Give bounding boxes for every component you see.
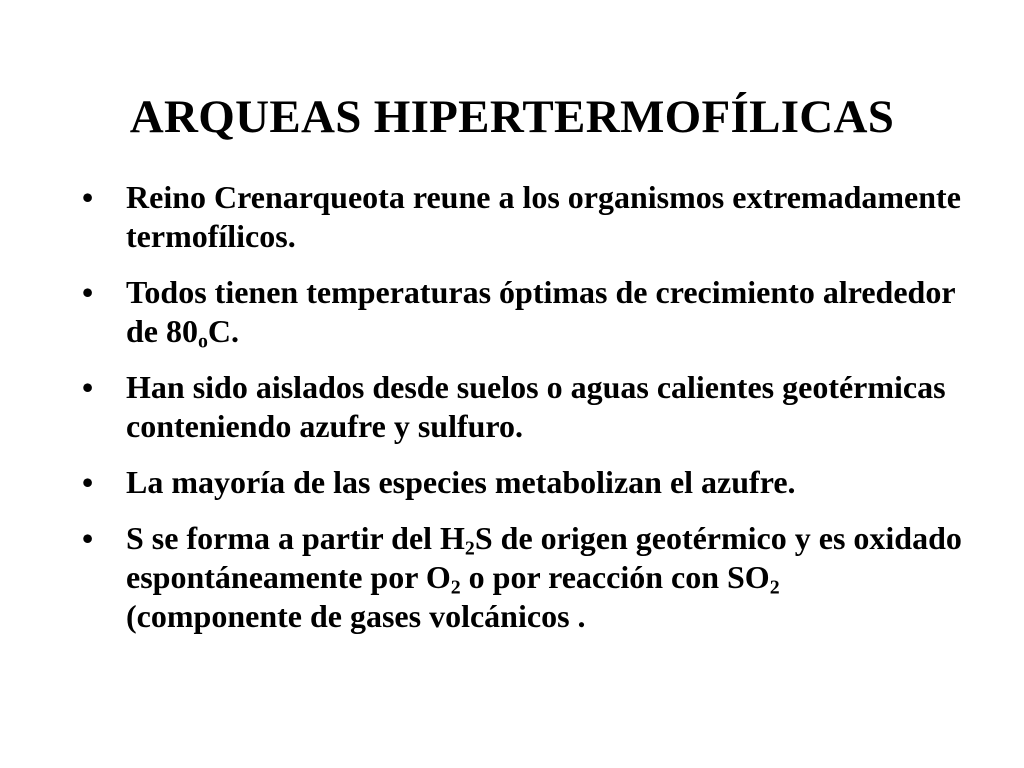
bullet-item — [82, 463, 962, 502]
bullet-marker: • — [82, 179, 94, 215]
bullet-marker: • — [82, 464, 94, 500]
bullet-text-part: S de origen geotérmico y es oxidado espontáneamente por O — [126, 520, 962, 595]
bullet-text-part: (componente de gases volcánicos . — [126, 598, 586, 634]
bullet-marker: • — [82, 274, 94, 310]
bullet-text-part: Todos tienen temperaturas óptimas de crecimiento alrededor de 80 — [126, 274, 955, 349]
bullet-text — [126, 274, 955, 353]
bullet-item — [82, 273, 962, 351]
slide-title: ARQUEAS HIPERTERMOFÍLICAS — [129, 91, 895, 143]
subscript: o — [198, 330, 208, 353]
subscript: 2 — [769, 576, 780, 599]
subscript: 2 — [464, 537, 475, 560]
bullet-text-part: o por reacción con SO — [460, 559, 770, 595]
bullet-marker: • — [82, 369, 94, 405]
bullet-text — [126, 520, 962, 634]
bullet-text: Reino Crenarqueota reune a los organismos extremadamente termofílicos. — [126, 179, 961, 254]
bullet-list — [82, 178, 962, 653]
bullet-item — [82, 178, 962, 256]
bullet-marker: • — [82, 520, 94, 556]
subscript: 2 — [450, 576, 461, 599]
bullet-text: Han sido aislados desde suelos o aguas calientes geotérmicas conteniendo azufre y sulfuro. — [126, 369, 946, 444]
bullet-item — [82, 368, 962, 446]
bullet-text-part: C. — [207, 313, 240, 349]
bullet-item — [82, 519, 962, 636]
bullet-text: La mayoría de las especies metabolizan el azufre. — [126, 464, 796, 500]
bullet-text-part: S se forma a partir del H — [126, 520, 465, 556]
